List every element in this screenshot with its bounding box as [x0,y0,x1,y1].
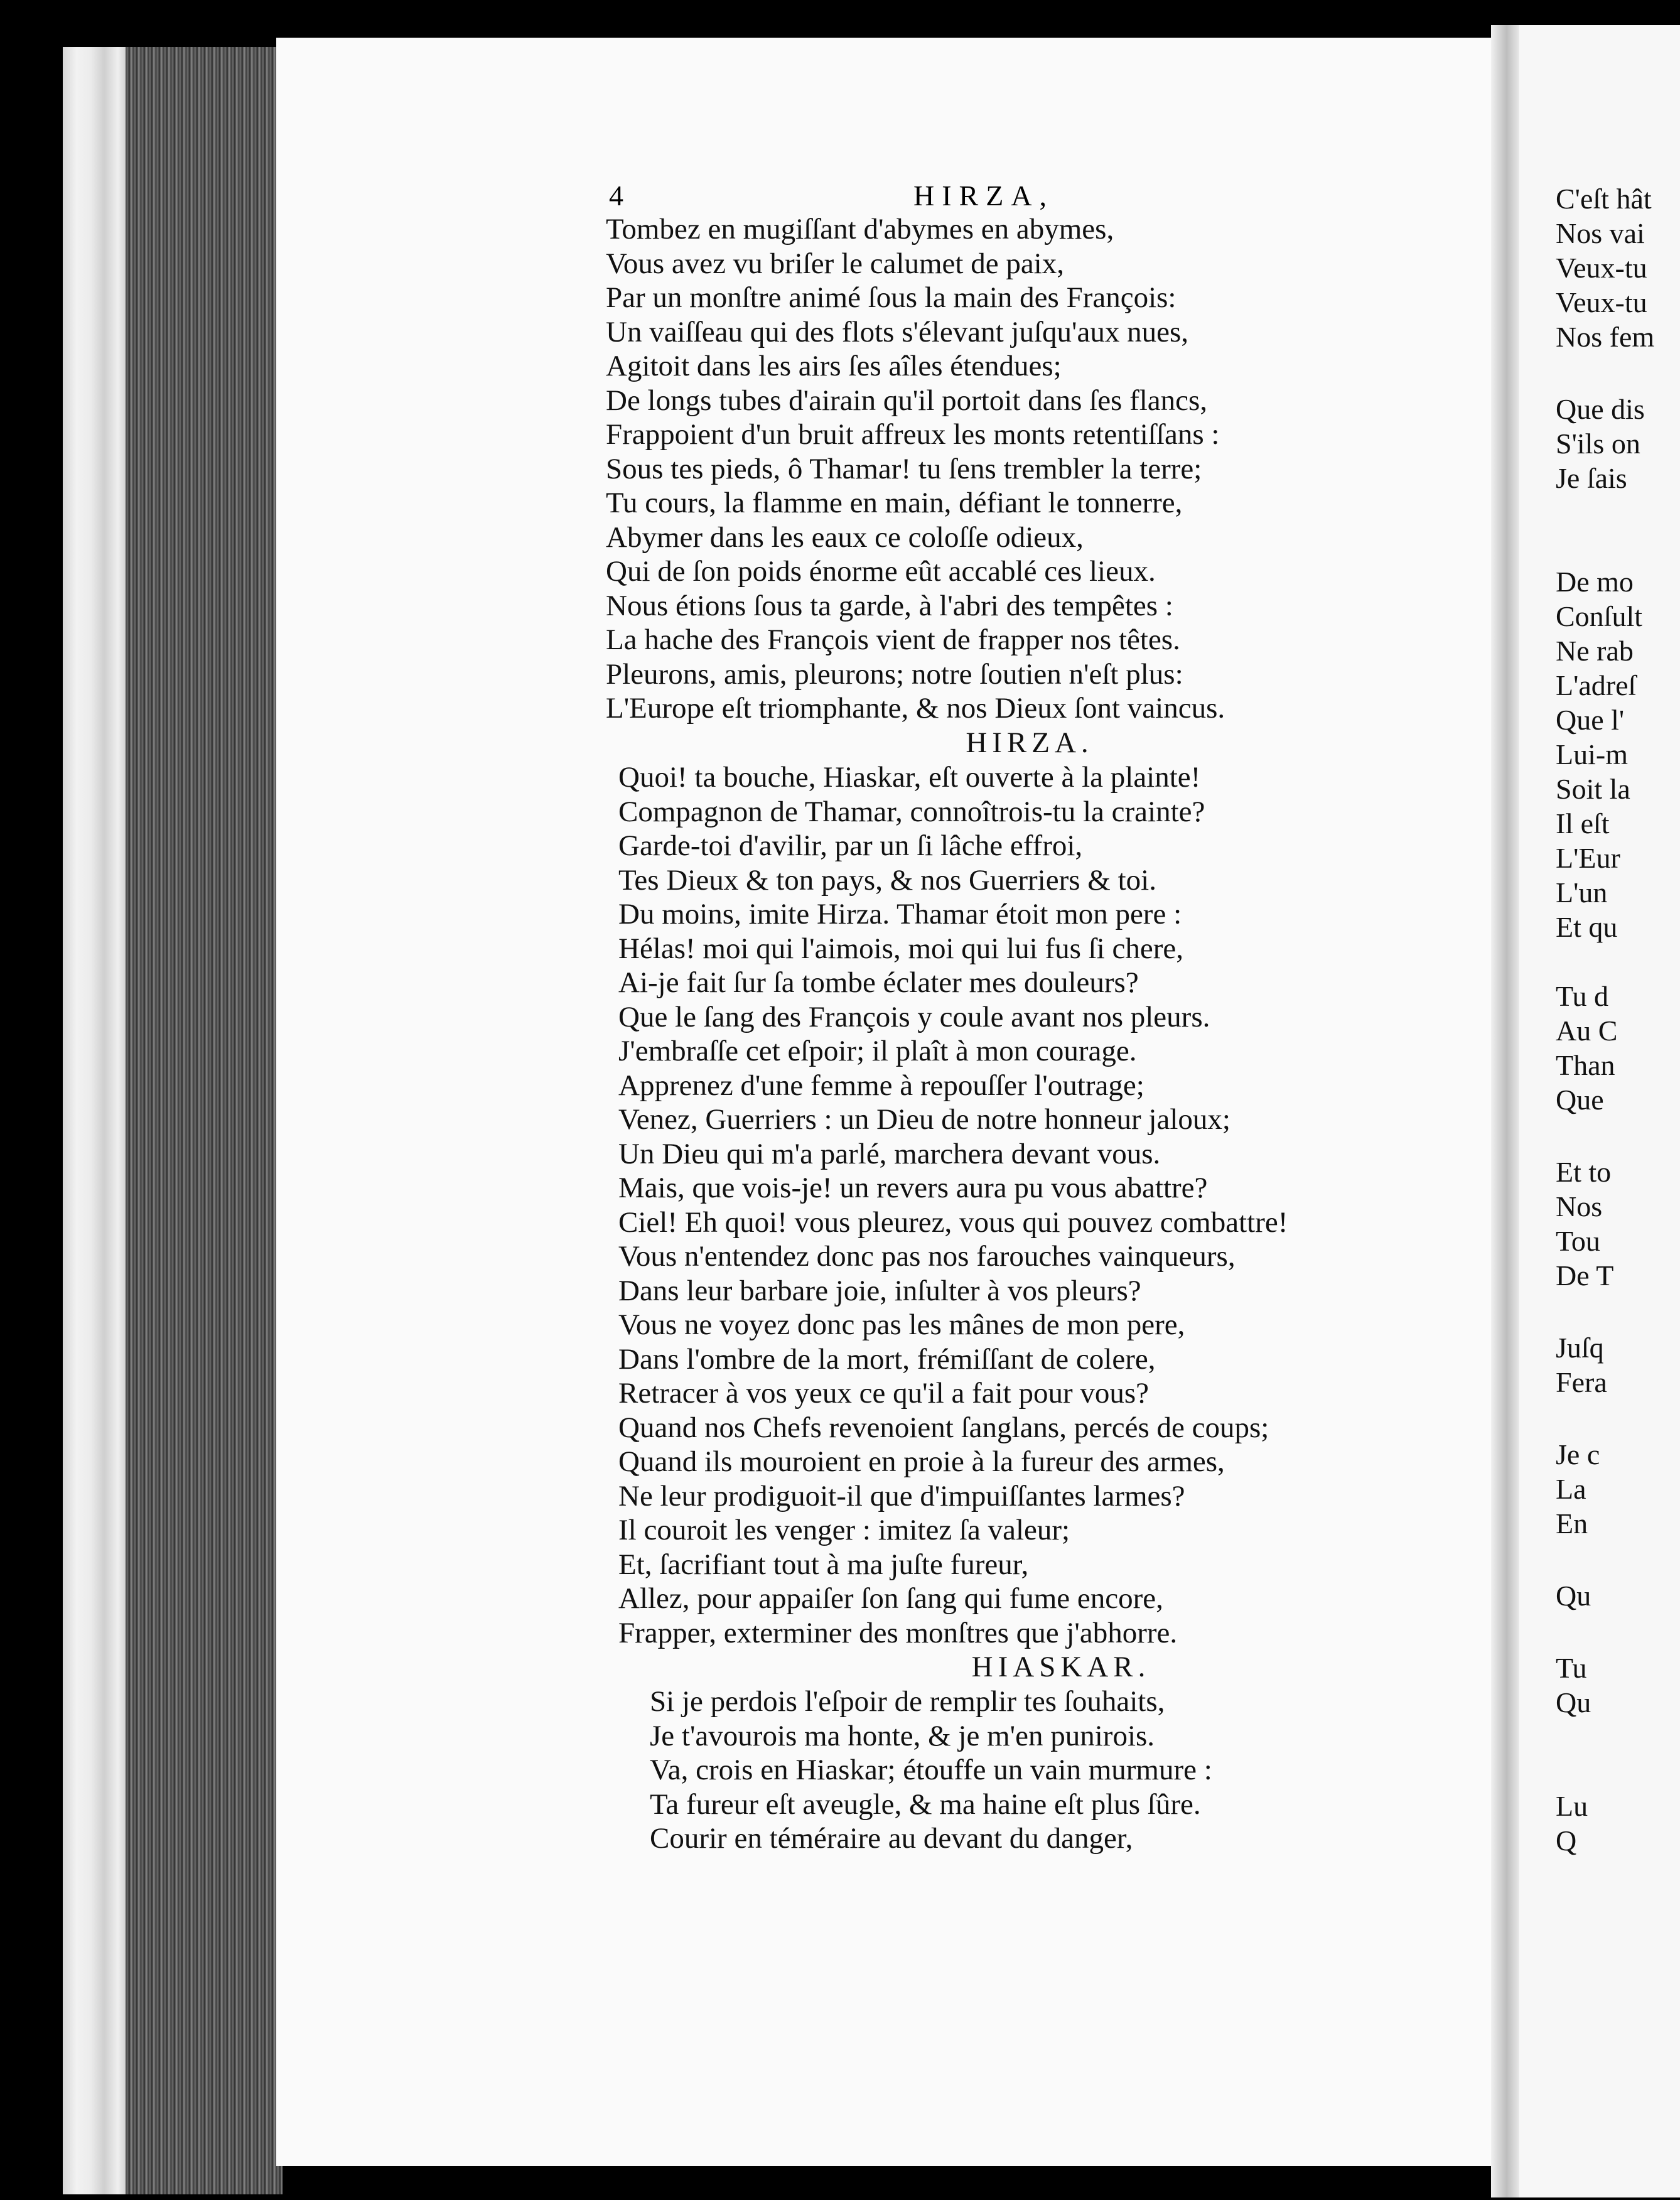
verse-line: Vous n'entendez donc pas nos farouches vainqueurs, [618,1240,1236,1273]
right-page-line-fragment: Qu [1556,1686,1591,1718]
verse-line: Tombez en mugiſſant d'abymes en abymes, [606,213,1114,245]
verse-line: De longs tubes d'airain qu'il portoit dans ſes flancs, [606,384,1208,417]
right-page-line-fragment: Soit la [1556,773,1630,805]
verse-line: Allez, pour appaiſer ſon ſang qui fume encore, [618,1582,1163,1615]
verse-line: Ta fureur eſt aveugle, & ma haine eſt plus ſûre. [650,1788,1201,1821]
verse-line: Tu cours, la flamme en main, défiant le tonnerre, [606,487,1183,519]
right-page-line-fragment: L'un [1556,876,1608,909]
verse-line: Quand nos Chefs revenoient ſanglans, percés de coups; [618,1411,1269,1444]
right-page-line-fragment: Nos vai [1556,217,1645,249]
stacked-page-edges [126,47,283,2194]
speaker-block-1 [596,726,1463,760]
right-page-line-fragment: Et to [1556,1156,1612,1188]
right-page-line-fragment: Nos [1556,1190,1603,1222]
verse-line: Et, ſacrifiant tout à ma juſte fureur, [618,1548,1029,1581]
book-fore-edge [63,47,132,2194]
verse-line: La hache des François vient de frapper nos têtes. [606,623,1180,656]
speaker-block-2 [628,1650,1494,1685]
right-page-line-fragment: Lui-m [1556,738,1628,770]
right-page-line-fragment: Au C [1556,1015,1618,1047]
verse-block-2 [618,760,1288,1650]
verse-line: Agitoit dans les airs ſes aîles étendues; [606,350,1062,382]
right-page-text [1556,0,1680,2200]
right-page-line-fragment: De T [1556,1259,1614,1291]
verse-line: Abymer dans les eaux ce coloſſe odieux, [606,520,1084,554]
verse-line: Mais, que vois-je! un revers aura pu vous abattre? [618,1172,1208,1204]
right-page-line-fragment: Conſult [1556,600,1643,632]
verse-line: Si je perdois l'eſpoir de remplir tes ſouhaits, [650,1685,1165,1718]
right-page-line-fragment: Fera [1556,1366,1607,1398]
right-page-line-fragment: C'eſt hât [1556,183,1652,215]
speaker-name: HIASKAR. [971,1651,1151,1683]
right-page-line-fragment: Nos fem [1556,321,1655,353]
verse-line: Je t'avourois ma honte, & je m'en punirois. [650,1719,1155,1752]
right-page-line-fragment: Than [1556,1049,1615,1081]
verse-line: Vous ne voyez donc pas les mânes de mon pere, [618,1308,1185,1341]
verse-line: Ne leur prodiguoit-il que d'impuiſſantes larmes? [618,1479,1185,1512]
verse-line: Du moins, imite Hirza. Thamar étoit mon pere : [618,898,1182,930]
verse-line: Vous avez vu briſer le calumet de paix, [606,247,1064,280]
verse-line: Quand ils mouroient en proie à la fureur des armes, [618,1445,1225,1478]
verse-line: Dans leur barbare joie, inſulter à vos pleurs? [618,1274,1141,1307]
verse-line: Que le ſang des François y coule avant nos pleurs. [618,1000,1210,1033]
right-page-line-fragment: Lu [1556,1790,1588,1822]
right-page-line-fragment: Veux-tu [1556,286,1647,318]
verse-line: Garde-toi d'avilir, par un ſi lâche effroi, [618,829,1083,862]
page-number: 4 [609,180,623,212]
right-page-line-fragment: Ne rab [1556,635,1634,667]
verse-line: Ai-je fait ſur ſa tombe éclater mes douleurs? [618,966,1139,999]
verse-line: L'Europe eſt triomphante, & nos Dieux ſont vaincus. [606,692,1225,725]
verse-line: Courir en téméraire au devant du danger, [650,1822,1133,1855]
verse-line: Quoi! ta bouche, Hiaskar, eſt ouverte à la plainte! [618,761,1201,794]
right-page-line-fragment: Je ſais [1556,462,1627,494]
running-title: HIRZA, [913,180,1055,212]
verse-line: Un vaiſſeau qui des flots s'élevant juſqu'aux nues, [606,315,1189,348]
verse-line: Frapper, exterminer des monſtres que j'abhorre. [618,1616,1178,1649]
right-page-line-fragment: Que [1556,1084,1604,1116]
right-page-line-fragment: S'ils on [1556,428,1640,460]
verse-line: Nous étions ſous ta garde, à l'abri des tempêtes : [606,589,1173,622]
verse-line: Qui de ſon poids énorme eût accablé ces lieux. [606,555,1156,588]
verse-line: Frappoient d'un bruit affreux les monts retentiſſans : [606,418,1220,451]
right-page-line-fragment: Tu d [1556,980,1608,1012]
verse-line: Compagnon de Thamar, connoîtrois-tu la crainte? [618,795,1205,828]
right-page-line-fragment: En [1556,1507,1588,1539]
right-page-line-fragment: Que dis [1556,393,1645,425]
verse-line: Par un monſtre animé ſous la main des François: [606,281,1177,314]
right-page-line-fragment: Tu [1556,1652,1587,1684]
verse-block-3 [650,1685,1212,1856]
verse-line: Retracer à vos yeux ce qu'il a fait pour vous? [618,1377,1150,1410]
verse-line: Venez, Guerriers : un Dieu de notre honneur jaloux; [618,1103,1230,1136]
book-gutter [1491,25,1519,2197]
running-head [609,179,1488,213]
right-page-line-fragment: Veux-tu [1556,252,1647,284]
right-page-line-fragment: Il eſt [1556,807,1610,839]
verse-block-1 [606,212,1225,726]
right-page-line-fragment: Et qu [1556,911,1618,943]
right-page-line-fragment: Qu [1556,1580,1591,1612]
verse-line: Un Dieu qui m'a parlé, marchera devant vous. [618,1137,1161,1170]
right-page-line-fragment: De mo [1556,566,1634,598]
right-page-line-fragment: L'adreſ [1556,669,1637,701]
verse-line: Va, crois en Hiaskar; étouffe un vain murmure : [650,1754,1212,1786]
right-page-line-fragment: Je c [1556,1438,1600,1470]
verse-line: Apprenez d'une femme à repouſſer l'outrage; [618,1069,1144,1102]
right-page-line-fragment: Que l' [1556,704,1625,736]
verse-line: Il couroit les venger : imitez ſa valeur; [618,1514,1070,1546]
verse-line: J'embraſſe cet eſpoir; il plaît à mon courage. [618,1035,1137,1067]
verse-line: Sous tes pieds, ô Thamar! tu ſens trembler la terre; [606,452,1202,485]
right-page-line-fragment: Tou [1556,1225,1600,1257]
right-page-line-fragment: Q [1556,1825,1577,1857]
verse-line: Tes Dieux & ton pays, & nos Guerriers & toi. [618,863,1156,897]
verse-line: Hélas! moi qui l'aimois, moi qui lui fus ſi chere, [618,932,1184,965]
right-page-line-fragment: L'Eur [1556,842,1620,874]
verse-line: Pleurons, amis, pleurons; notre ſoutien n'eſt plus: [606,657,1183,691]
right-page-line-fragment: La [1556,1473,1586,1505]
verse-line: Ciel! Eh quoi! vous pleurez, vous qui pouvez combattre! [618,1205,1288,1239]
verse-line: Dans l'ombre de la mort, frémiſſant de colere, [618,1342,1156,1376]
speaker-name: HIRZA. [966,726,1094,759]
right-page-line-fragment: Juſq [1556,1332,1604,1364]
